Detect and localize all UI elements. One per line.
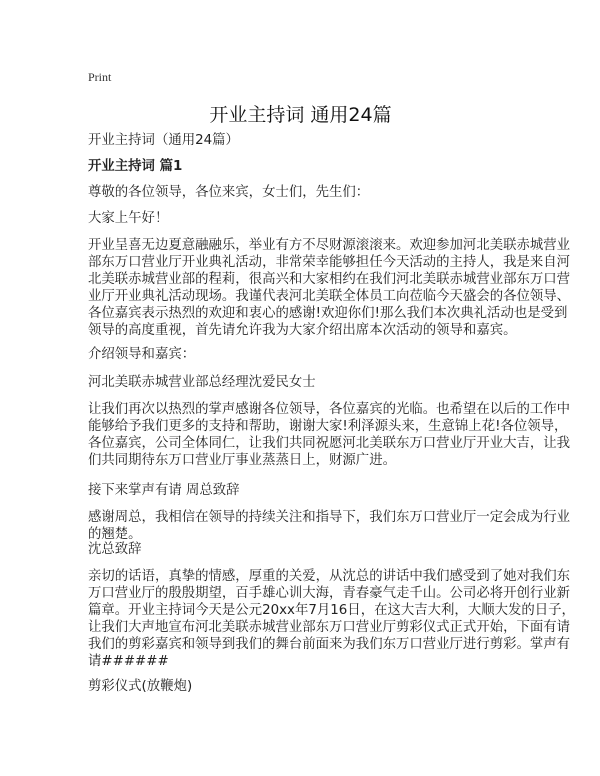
text-line: 我们的剪彩嘉宾和领导到我们的舞台前面来为我们东万口营业厅进行剪彩。掌声有 <box>88 637 571 652</box>
text-line: 开业呈喜无边夏意融融乐，举业有方不尽财源滚滚来。欢迎参加河北美联赤城营业 <box>88 238 571 253</box>
text-line: 业厅开业典礼活动现场。我谨代表河北美联全体员工向莅临今天盛会的各位领导、 <box>88 289 571 304</box>
text-line: 感谢周总，我相信在领导的持续关注和指导下，我们东万口营业厅一定会成为行业 <box>88 510 571 525</box>
paragraph-4 <box>88 568 575 670</box>
next-speaker: 接下来掌声有请 周总致辞 <box>88 483 240 498</box>
text-line: 让我们再次以热烈的掌声感谢各位领导，各位嘉宾的光临。也希望在以后的工作中 <box>88 402 571 417</box>
text-line: 北美联赤城营业部的程莉，很高兴和大家相约在我们河北美联赤城营业部东万口营 <box>88 272 571 287</box>
subtitle: 开业主持词（通用24篇） <box>88 133 239 148</box>
intro-label: 介绍领导和嘉宾： <box>88 347 196 362</box>
shen-speech-label: 沈总致辞 <box>88 542 142 557</box>
hello: 大家上午好！ <box>88 211 169 226</box>
print-label: Print <box>88 70 112 84</box>
text-line: 能够给予我们更多的支持和帮助，谢谢大家!利泽源头来，生意锦上花!各位领导， <box>88 419 568 434</box>
text-line: 万口营业厅的殷殷期望，百手雄心训大海，青春豪气走千山。公司必将开创行业新 <box>88 586 571 601</box>
text-line: 篇章。开业主持词今天是公元20xx年7月16日，在这大吉大利，大顺大发的日子， <box>88 603 575 618</box>
text-line: 部东万口营业厅开业典礼活动，非常荣幸能够担任今天活动的主持人，我是来自河 <box>88 255 571 270</box>
text-line: 请###### <box>88 654 169 669</box>
text-line: 的翘楚。 <box>88 527 142 542</box>
text-line: 领导的高度重视，首先请允许我为大家介绍出席本次活动的领导和嘉宾。 <box>88 323 517 338</box>
text-line: 各位嘉宾，公司全体同仁，让我们共同祝愿河北美联东万口营业厅开业大吉，让我 <box>88 436 571 451</box>
guest-name: 河北美联赤城营业部总经理沈爱民女士 <box>88 375 316 390</box>
paragraph-3 <box>88 509 570 543</box>
paragraph-1 <box>88 237 570 339</box>
ceremony-label: 剪彩仪式(放鞭炮) <box>88 679 193 694</box>
text-line: 让我们大声地宣布河北美联赤城营业部东万口营业厅剪彩仪式正式开始，下面有请 <box>88 620 571 635</box>
page-title: 开业主持词 通用24篇 <box>209 104 392 126</box>
text-line: 亲切的话语，真挚的情感，厚重的关爱，从沈总的讲话中我们感受到了她对我们东 <box>88 569 571 584</box>
text-line: 各位嘉宾表示热烈的欢迎和衷心的感谢!欢迎你们!那么我们本次典礼活动也是受到 <box>88 306 568 321</box>
section-heading: 开业主持词 篇1 <box>88 159 183 174</box>
greeting: 尊敬的各位领导，各位来宾，女士们，先生们： <box>88 185 370 200</box>
paragraph-2 <box>88 401 570 469</box>
text-line: 们共同期待东万口营业厅事业蒸蒸日上，财源广进。 <box>88 453 396 468</box>
